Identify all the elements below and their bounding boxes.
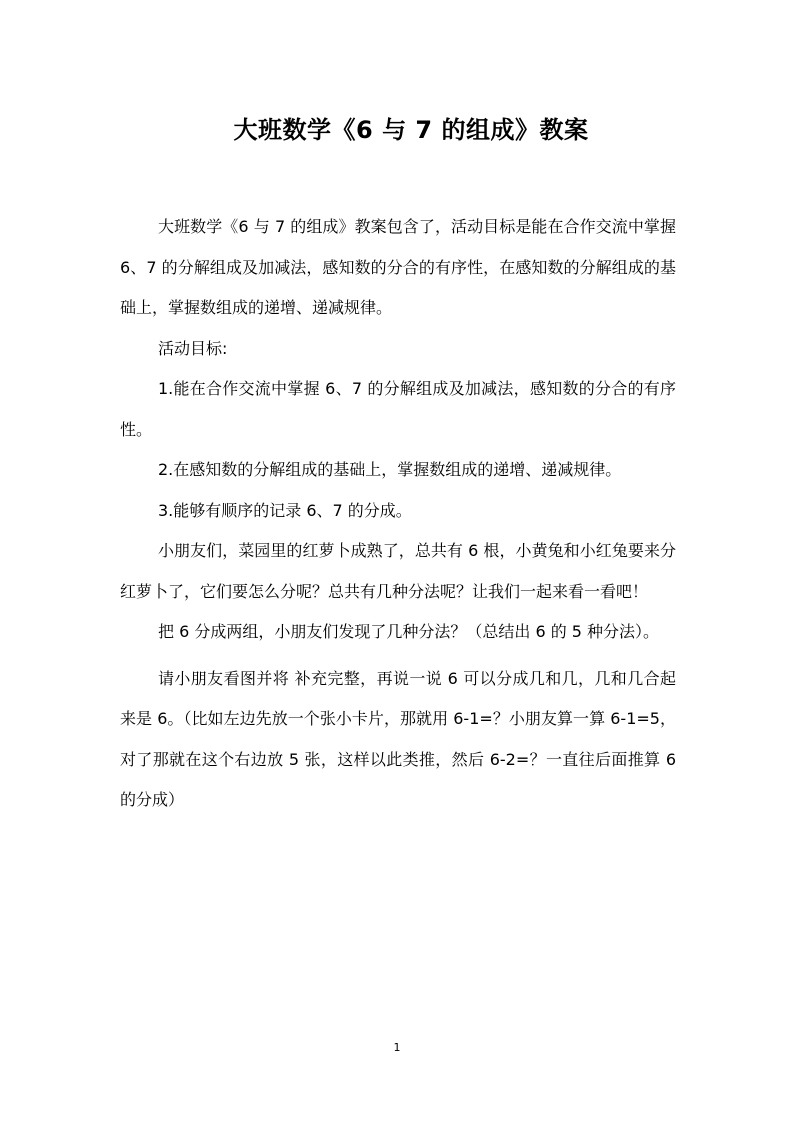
objective-item-2: 2.在感知数的分解组成的基础上，掌握数组成的递增、递减规律。 <box>158 460 622 479</box>
instruction-paragraph: 请小朋友看图并将 补充完整，再说一说 6 可以分成几和几，几和几合起来是 6。（比如左边先放一个张小卡片，那就用 6-1=？小朋友算一算 6-1=5，对了那就在这个右边放 5 张，这样以此类推，然后 6-2=？一直往后面推算 6 的分成） <box>120 668 676 809</box>
split-question-paragraph: 把 6 分成两组，小朋友们发现了几种分法？（总结出 6 的 5 种分法）。 <box>158 622 660 641</box>
document-body <box>120 207 676 821</box>
objectives-heading: 活动目标: <box>158 338 228 358</box>
document-title: 大班数学《6 与 7 的组成》教案 <box>233 116 589 145</box>
page-number: 1 <box>393 1041 401 1054</box>
intro-paragraph: 大班数学《6 与 7 的组成》教案包含了，活动目标是能在合作交流中掌握 6、7 的分解组成及加减法，感知数的分合的有序性，在感知数的分解组成的基础上，掌握数组成的递增、递减规律。 <box>120 217 676 317</box>
story-paragraph: 小朋友们，菜园里的红萝卜成熟了，总共有 6 根，小黄兔和小红兔要来分红萝卜了，它们要怎么分呢？总共有几种分法呢？让我们一起来看一看吧！ <box>120 541 676 601</box>
objective-item-3: 3.能够有顺序的记录 6、7 的分成。 <box>158 500 412 520</box>
objective-item-1: 1.能在合作交流中掌握 6、7 的分解组成及加减法，感知数的分合的有序性。 <box>120 379 676 439</box>
